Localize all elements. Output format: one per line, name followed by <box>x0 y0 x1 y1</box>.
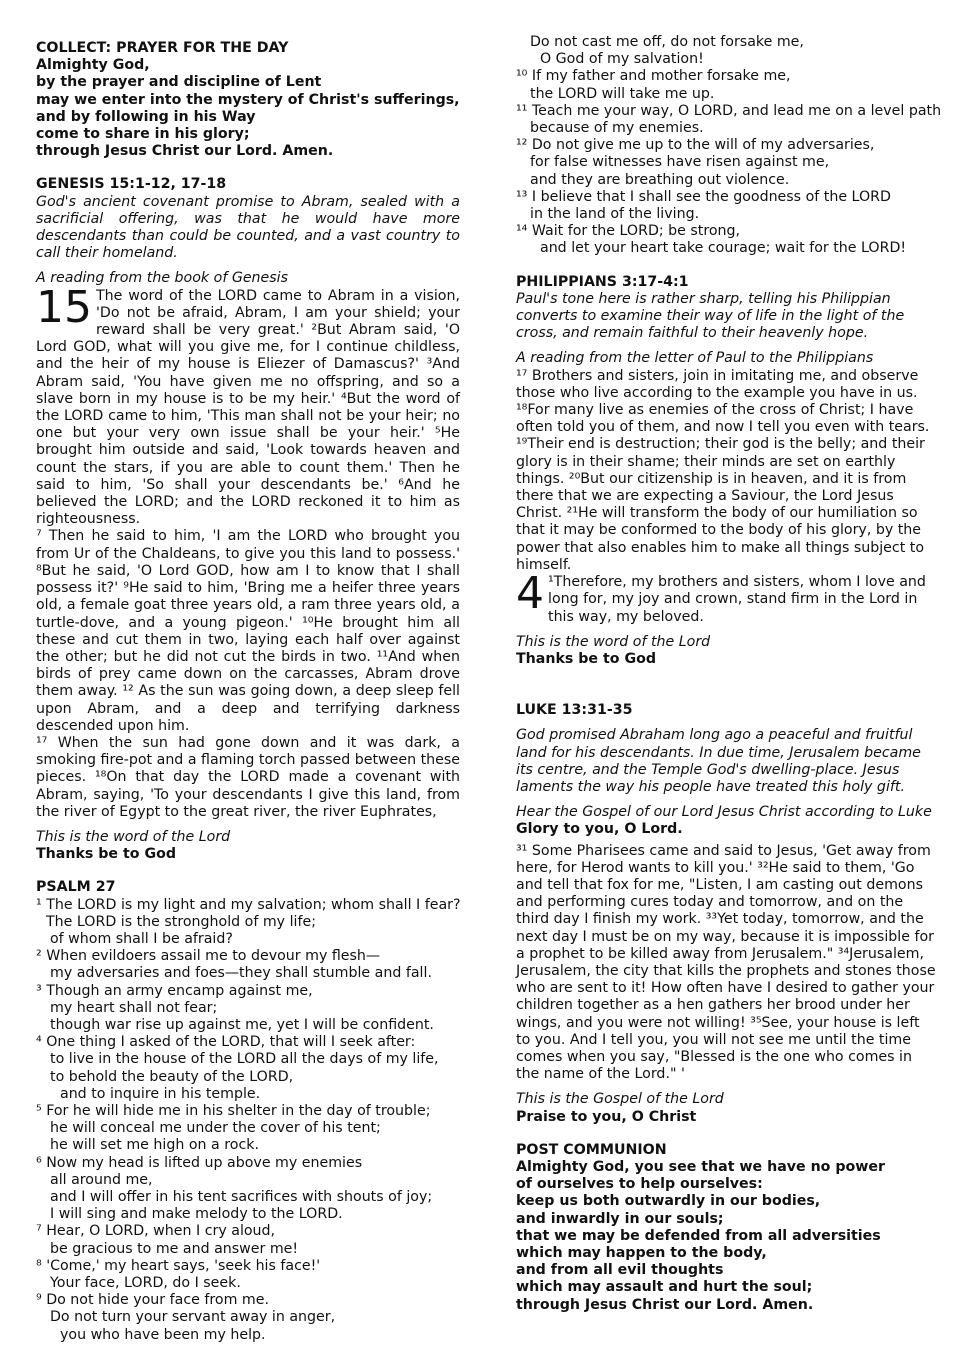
luke-text: ³¹ Some Pharisees came and said to Jesus, 'Get away from here, for Herod wants to kill you.' ³²He said to them, 'Go and tell that fox for me, "Listen, I am casting out demons and performing cures today and tomorrow, and on the third day I finish my work. ³³Yet today, tomorrow, and the next day I must be on my way, because it is impossible for a prophet to be killed away from Jerusalem." ³⁴Jerusalem, Jerusalem, the city that kills the prophets and stones those who are sent to it! How often have I desired to gather your children together as a hen gathers her brood under her wings, and you were not willing! ³⁵See, your house is left to you. And I tell you, you will not see me until the time comes when you say, "Blessed is the one who comes in the name of the Lord." ' <box>516 842 936 1083</box>
psalm-line: my adversaries and foes—they shall stumble and fall. <box>50 965 432 982</box>
luke-heading: LUKE 13:31-35 <box>516 702 633 719</box>
philippians-reading-intro: A reading from the letter of Paul to the Philippians <box>516 350 874 367</box>
response-versicle: This is the word of the Lord <box>516 633 711 650</box>
psalm-line: ⁶ Now my head is lifted up above my enemies <box>36 1154 363 1171</box>
psalm-line: ⁵ For he will hide me in his shelter in the day of trouble; <box>36 1102 431 1119</box>
psalm-line: I will sing and make melody to the LORD. <box>50 1206 343 1223</box>
collect-line: through Jesus Christ our Lord. Amen. <box>36 143 334 160</box>
left-column <box>36 40 460 1344</box>
post-communion-line: Almighty God, you see that we have no power <box>516 1158 885 1175</box>
psalm-line: ¹¹ Teach me your way, O LORD, and lead me on a level path <box>516 102 942 119</box>
psalm-line: ⁴ One thing I asked of the LORD, that will I seek after: <box>36 1034 416 1051</box>
psalm-line: and to inquire in his temple. <box>60 1085 261 1102</box>
psalm-line: though war rise up against me, yet I will be confident. <box>50 1016 434 1033</box>
psalm-line: you who have been my help. <box>60 1326 266 1343</box>
psalm-line: all around me, <box>50 1171 153 1188</box>
psalm-continuation <box>516 34 942 258</box>
genesis-intro: God's ancient covenant promise to Abram, sealed with a sacrificial offering, was that he would have more descendants than could be counted, and a vast country to call their homeland. <box>36 193 460 262</box>
psalm-line: ¹⁴ Wait for the LORD; be strong, <box>516 223 741 240</box>
genesis-text: ¹⁷ When the sun had gone down and it was dark, a smoking fire-pot and a flaming torch passed between these pieces. ¹⁸On that day the LORD made a covenant with Abram, saying, 'To your descendants I give this land, from the river of Egypt to the great river, the river Euphrates, <box>36 734 460 820</box>
chapter-number: 15 <box>36 281 92 333</box>
post-communion-line: that we may be defended from all adversities <box>516 1227 881 1244</box>
psalm-line: ⁸ 'Come,' my heart says, 'seek his face!' <box>36 1257 321 1274</box>
psalm-heading: PSALM 27 <box>36 879 116 896</box>
psalm-line: and I will offer in his tent sacrifices with shouts of joy; <box>50 1189 433 1205</box>
post-communion-line: and from all evil thoughts <box>516 1262 724 1279</box>
post-communion-line: keep us both outwardly in our bodies, <box>516 1193 821 1210</box>
right-column <box>516 34 942 1314</box>
psalm-line: ⁹ Do not hide your face from me. <box>36 1292 269 1309</box>
psalm-line: ¹⁰ If my father and mother forsake me, <box>516 68 791 85</box>
collect-line: by the prayer and discipline of Lent <box>36 74 322 91</box>
chapter-number: 4 <box>516 568 544 620</box>
post-communion-line: through Jesus Christ our Lord. Amen. <box>516 1296 814 1313</box>
psalm-line: O God of my salvation! <box>540 51 704 68</box>
psalm-line: Your face, LORD, do I seek. <box>50 1275 241 1292</box>
collect-line: come to share in his glory; <box>36 126 250 143</box>
genesis-text: The word of the LORD came to Abram in a vision, 'Do not be afraid, Abram, I am your shield; your reward shall be very great.' ²But Abram said, 'O Lord GOD, what will you give me, for I continue childless, and the heir of my house is Eliezer of Damascus?' ³And Abram said, 'You have given me no offspring, and so a slave born in my house is to be my heir.' ⁴But the word of the LORD came to him, 'This man shall not be your heir; no one but your very own issue shall be your heir.' ⁵He brought him outside and said, 'Look towards heaven and count the stars, if you are able to count them.' Then he said to him, 'So shall your descendants be.' ⁶And he believed the LORD; and the LORD reckoned it to him as righteousness. <box>36 287 460 528</box>
post-communion-heading: POST COMMUNION <box>516 1141 667 1158</box>
genesis-section <box>36 176 460 863</box>
post-communion-line: which may happen to the body, <box>516 1245 767 1261</box>
response-answer: Thanks be to God <box>36 846 177 863</box>
genesis-text: ⁷ Then he said to him, 'I am the LORD who brought you from Ur of the Chaldeans, to give you this land to possess.' ⁸But he said, 'O Lord GOD, how am I to know that I shall possess it?' ⁹He said to him, 'Bring me a heifer three years old, a female goat three years old, a ram three years old, a turtle-dove, and a young pigeon.' ¹⁰He brought him all these and cut them in two, laying each half over against the other; but he did not cut the birds in two. ¹¹And when birds of prey came down on the carcasses, Abram drove them away. ¹² As the sun was going down, a deep sleep fell upon Abram, and a deep and terrifying darkness descended upon him. <box>36 528 460 734</box>
psalm-section <box>36 879 460 1343</box>
psalm-line: in the land of the living. <box>530 206 700 223</box>
luke-reading-intro: Hear the Gospel of our Lord Jesus Christ according to Luke <box>516 804 932 821</box>
psalm-line: and they are breathing out violence. <box>530 171 790 188</box>
post-communion-section <box>516 1142 938 1314</box>
collect-line: may we enter into the mystery of Christ's sufferings, <box>36 91 460 108</box>
response-versicle: This is the word of the Lord <box>36 828 231 845</box>
philippians-heading: PHILIPPIANS 3:17-4:1 <box>516 273 689 290</box>
post-communion-line: which may assault and hurt the soul; <box>516 1279 813 1296</box>
psalm-line: to live in the house of the LORD all the days of my life, <box>50 1051 439 1068</box>
psalm-line: he will set me high on a rock. <box>50 1137 259 1154</box>
psalm-line: ² When evildoers assail me to devour my flesh— <box>36 948 381 965</box>
response-answer: Thanks be to God <box>516 650 657 667</box>
post-communion-line: of ourselves to help ourselves: <box>516 1176 763 1193</box>
philippians-section <box>516 274 938 668</box>
response-answer: Praise to you, O Christ <box>516 1108 697 1125</box>
post-communion-line: and inwardly in our souls; <box>516 1210 724 1227</box>
luke-section <box>516 702 938 1126</box>
psalm-line: ³ Though an army encamp against me, <box>36 982 313 999</box>
psalm-line: ⁷ Hear, O LORD, when I cry aloud, <box>36 1223 276 1240</box>
psalm-line: to behold the beauty of the LORD, <box>50 1068 294 1085</box>
psalm-line: of whom shall I be afraid? <box>50 930 233 947</box>
psalm-line: the LORD will take me up. <box>530 85 715 102</box>
luke-reading-response: Glory to you, O Lord. <box>516 821 683 838</box>
collect-heading: COLLECT: PRAYER FOR THE DAY <box>36 40 289 56</box>
psalm-line: ¹ The LORD is my light and my salvation; whom shall I fear? <box>36 896 461 913</box>
philippians-intro: Paul's tone here is rather sharp, telling his Philippian converts to examine their way of life in the light of the cross, and remain faithful to their heavenly hope. <box>516 290 905 342</box>
genesis-heading: GENESIS 15:1-12, 17-18 <box>36 176 227 193</box>
psalm-line: he will conceal me under the cover of his tent; <box>50 1120 381 1137</box>
psalm-line: ¹³ I believe that I shall see the goodness of the LORD <box>516 188 891 205</box>
psalm-line: my heart shall not fear; <box>50 999 218 1016</box>
luke-intro: God promised Abraham long ago a peaceful and fruitful land for his descendants. In due time, Jerusalem became its centre, and the Temple God's dwelling-place. Jesus laments the way his people have treated this holy gift. <box>516 727 921 795</box>
psalm-line: The LORD is the stronghold of my life; <box>46 913 316 930</box>
collect-line: and by following in his Way <box>36 108 256 125</box>
psalm-line: because of my enemies. <box>530 120 704 137</box>
psalm-line: be gracious to me and answer me! <box>50 1240 299 1257</box>
philippians-text: ¹Therefore, my brothers and sisters, whom I love and long for, my joy and crown, stand firm in the Lord in this way, my beloved. <box>548 574 926 625</box>
philippians-text: ¹⁷ Brothers and sisters, join in imitating me, and observe those who live according to the example you have in us. ¹⁸For many live as enemies of the cross of Christ; I have often told you of them, and now I tell you even with tears. ¹⁹Their end is destruction; their god is the belly; and their glory is in their shame; their minds are set on earthly things. ²⁰But our citizenship is in heaven, and it is from there that we are expecting a Saviour, the Lord Jesus Christ. ²¹He will transform the body of our humiliation so that it may be conformed to the body of his glory, by the power that also enables him to make all things subject to himself. <box>516 367 930 573</box>
collect-section <box>36 40 460 160</box>
psalm-line: Do not cast me off, do not forsake me, <box>530 34 804 50</box>
psalm-line: ¹² Do not give me up to the will of my adversaries, <box>516 137 875 154</box>
genesis-reading-intro: A reading from the book of Genesis <box>36 270 289 287</box>
collect-line: Almighty God, <box>36 57 150 74</box>
psalm-line: for false witnesses have risen against me, <box>530 154 830 171</box>
psalm-line: and let your heart take courage; wait for the LORD! <box>540 240 907 257</box>
psalm-line: Do not turn your servant away in anger, <box>50 1309 336 1326</box>
response-versicle: This is the Gospel of the Lord <box>516 1091 724 1108</box>
